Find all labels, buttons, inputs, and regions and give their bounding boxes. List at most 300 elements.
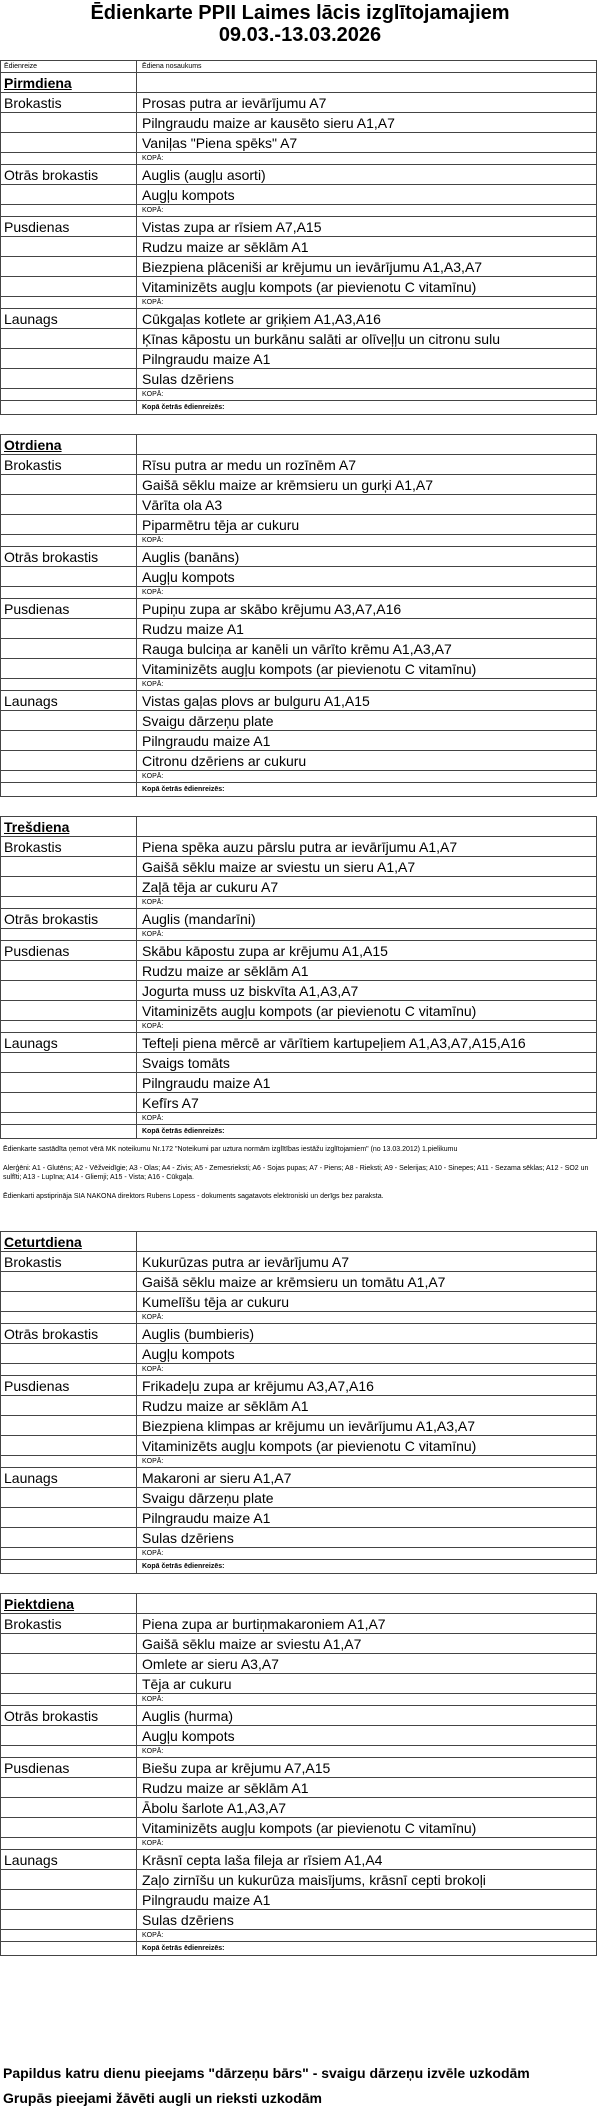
- dish-name: Piparmētru tēja ar cukuru: [137, 515, 597, 535]
- day-name: Ceturtdiena: [1, 1232, 137, 1252]
- dish-row: [1, 1890, 597, 1910]
- dish-row: [1, 1778, 597, 1798]
- kopa-row: [1, 1364, 597, 1376]
- dish-name: Biezpiena klimpas ar krējumu un ievārījumu A1,A3,A7: [137, 1416, 597, 1436]
- dish-row: [1, 1910, 597, 1930]
- dish-row: [1, 639, 597, 659]
- title-line-1: Ēdienkarte PPII Laimes lācis izglītojamajiem: [90, 2, 510, 24]
- meal-name: Launags: [1, 691, 137, 711]
- meal-spacer: [1, 1053, 137, 1073]
- dish-name: Augļu kompots: [137, 1344, 597, 1364]
- meal-spacer: [1, 1870, 137, 1890]
- dish-name: Gaišā sēklu maize ar krēmsieru un tomātu A1,A7: [137, 1272, 597, 1292]
- dish-row: [1, 1252, 597, 1272]
- kopa-spacer: [1, 1694, 137, 1706]
- dish-name: Makaroni ar sieru A1,A7: [137, 1468, 597, 1488]
- total-spacer: [1, 1942, 137, 1956]
- dish-row: [1, 133, 597, 153]
- dish-row: [1, 547, 597, 567]
- meal-spacer: [1, 495, 137, 515]
- meal-spacer: [1, 731, 137, 751]
- dish-row: [1, 691, 597, 711]
- meal-spacer: [1, 1272, 137, 1292]
- meal-name: Launags: [1, 309, 137, 329]
- meal-spacer: [1, 257, 137, 277]
- dish-name: Ķīnas kāpostu un burkānu salāti ar olīveļļu un citronu sulu: [137, 329, 597, 349]
- kopa-label: KOPĀ:: [137, 389, 597, 401]
- meal-spacer: [1, 1654, 137, 1674]
- dish-row: [1, 1376, 597, 1396]
- day-name: Otrdiena: [1, 435, 137, 455]
- dish-row: [1, 711, 597, 731]
- meal-name: Launags: [1, 1468, 137, 1488]
- dish-row: [1, 1870, 597, 1890]
- kopa-label: KOPĀ:: [137, 1113, 597, 1125]
- total-row: [1, 1942, 597, 1956]
- total-row: [1, 401, 597, 415]
- kopa-label: KOPĀ:: [137, 587, 597, 599]
- dish-name: Krāsnī cepta laša fileja ar rīsiem A1,A4: [137, 1850, 597, 1870]
- meal-spacer: [1, 1818, 137, 1838]
- dish-row: [1, 1674, 597, 1694]
- separator-cell: [1, 415, 137, 435]
- meal-name: Otrās brokastis: [1, 1324, 137, 1344]
- dish-name: Auglis (banāns): [137, 547, 597, 567]
- meal-spacer: [1, 639, 137, 659]
- menu-notes: [3, 1145, 600, 1201]
- dish-row: [1, 941, 597, 961]
- notes-regulation: Ēdienkarte sastādīta ņemot vērā MK noteikumu Nr.172 "Noteikumi par uztura normām izglītības iestāžu izglītojamiem" (no 13.03.2012) 1.pielikumu: [3, 1146, 458, 1153]
- dish-row: [1, 1073, 597, 1093]
- dish-row: [1, 1093, 597, 1113]
- dish-name: Rudzu maize ar sēklām A1: [137, 961, 597, 981]
- kopa-row: [1, 1113, 597, 1125]
- kopa-row: [1, 1694, 597, 1706]
- day-separator: [1, 415, 597, 435]
- dish-row: [1, 1436, 597, 1456]
- dish-row: [1, 751, 597, 771]
- total-label: Kopā četrās ēdienreizēs:: [137, 1942, 597, 1956]
- day-name: Trešdiena: [1, 817, 137, 837]
- dish-name: Vistas zupa ar rīsiem A7,A15: [137, 217, 597, 237]
- dish-name: Rudzu maize ar sēklām A1: [137, 1396, 597, 1416]
- meal-spacer: [1, 1890, 137, 1910]
- kopa-spacer: [1, 1312, 137, 1324]
- kopa-spacer: [1, 1113, 137, 1125]
- dish-row: [1, 567, 597, 587]
- dish-name: Frikadeļu zupa ar krējumu A3,A7,A16: [137, 1376, 597, 1396]
- kopa-label: KOPĀ:: [137, 297, 597, 309]
- dish-name: Vitaminizēts augļu kompots (ar pievienotu C vitamīnu): [137, 1436, 597, 1456]
- dish-name: Pilngraudu maize ar kausēto sieru A1,A7: [137, 113, 597, 133]
- kopa-label: KOPĀ:: [137, 897, 597, 909]
- dish-row: [1, 237, 597, 257]
- dish-name: Vitaminizēts augļu kompots (ar pievienotu C vitamīnu): [137, 277, 597, 297]
- meal-spacer: [1, 1073, 137, 1093]
- meal-name: Pusdienas: [1, 1376, 137, 1396]
- meal-spacer: [1, 877, 137, 897]
- dish-row: [1, 113, 597, 133]
- dish-row: [1, 309, 597, 329]
- kopa-label: KOPĀ:: [137, 1548, 597, 1560]
- meal-spacer: [1, 659, 137, 679]
- kopa-row: [1, 1456, 597, 1468]
- total-row: [1, 1560, 597, 1574]
- meal-spacer: [1, 277, 137, 297]
- dish-row: [1, 1272, 597, 1292]
- dish-row: [1, 1634, 597, 1654]
- day-spacer: [137, 73, 597, 93]
- dish-name: Pilngraudu maize A1: [137, 1508, 597, 1528]
- total-spacer: [1, 401, 137, 415]
- separator-cell: [1, 797, 137, 817]
- meal-name: Brokastis: [1, 1614, 137, 1634]
- separator-cell: [1, 1574, 137, 1594]
- dish-name: Rudzu maize ar sēklām A1: [137, 237, 597, 257]
- dish-row: [1, 1508, 597, 1528]
- dish-name: Kumelīšu tēja ar cukuru: [137, 1292, 597, 1312]
- dish-row: [1, 349, 597, 369]
- kopa-spacer: [1, 929, 137, 941]
- dish-row: [1, 369, 597, 389]
- meal-name: Pusdienas: [1, 217, 137, 237]
- day-separator: [1, 797, 597, 817]
- dish-row: [1, 1798, 597, 1818]
- total-spacer: [1, 1125, 137, 1139]
- dish-row: [1, 1488, 597, 1508]
- meal-spacer: [1, 329, 137, 349]
- dish-name: Auglis (mandarīni): [137, 909, 597, 929]
- dish-row: [1, 1396, 597, 1416]
- meal-spacer: [1, 369, 137, 389]
- dish-name: Prosas putra ar ievārījumu A7: [137, 93, 597, 113]
- meal-name: Pusdienas: [1, 941, 137, 961]
- footer-note-2: Grupās pieejami žāvēti augli un rieksti uzkodām: [3, 2090, 322, 2106]
- kopa-spacer: [1, 1930, 137, 1942]
- dish-row: [1, 1706, 597, 1726]
- dish-row: [1, 515, 597, 535]
- dish-row: [1, 857, 597, 877]
- meal-spacer: [1, 1436, 137, 1456]
- day-row: [1, 73, 597, 93]
- footer-note-1: Papildus katru dienu pieejams "dārzeņu bārs" - svaigu dārzeņu izvēle uzkodām: [3, 2065, 530, 2081]
- meal-spacer: [1, 1488, 137, 1508]
- kopa-spacer: [1, 679, 137, 691]
- menu-table-1: [0, 60, 597, 1139]
- meal-name: Brokastis: [1, 1252, 137, 1272]
- dish-row: [1, 495, 597, 515]
- meal-spacer: [1, 619, 137, 639]
- dish-row: [1, 659, 597, 679]
- kopa-spacer: [1, 897, 137, 909]
- dish-row: [1, 961, 597, 981]
- kopa-row: [1, 153, 597, 165]
- dish-row: [1, 1053, 597, 1073]
- meal-spacer: [1, 961, 137, 981]
- kopa-label: KOPĀ:: [137, 153, 597, 165]
- dish-name: Pilngraudu maize A1: [137, 1073, 597, 1093]
- dish-name: Auglis (hurma): [137, 1706, 597, 1726]
- total-spacer: [1, 1560, 137, 1574]
- day-name: Piektdiena: [1, 1594, 137, 1614]
- meal-spacer: [1, 133, 137, 153]
- meal-spacer: [1, 515, 137, 535]
- notes-approval: Ēdienkarti apstiprināja SIA NAKONA direktors Rubens Lopess - dokuments sagatavots elektroniski un derīgs bez paraksta.: [3, 1193, 384, 1200]
- dish-name: Auglis (bumbieris): [137, 1324, 597, 1344]
- dish-name: Citronu dzēriens ar cukuru: [137, 751, 597, 771]
- dish-row: [1, 837, 597, 857]
- meal-spacer: [1, 475, 137, 495]
- dish-name: Vaniļas "Piena spēks" A7: [137, 133, 597, 153]
- day-separator: [1, 1574, 597, 1594]
- meal-spacer: [1, 567, 137, 587]
- kopa-row: [1, 1548, 597, 1560]
- kopa-label: KOPĀ:: [137, 1364, 597, 1376]
- dish-name: Sulas dzēriens: [137, 1528, 597, 1548]
- dish-row: [1, 981, 597, 1001]
- dish-row: [1, 277, 597, 297]
- meal-spacer: [1, 1634, 137, 1654]
- dish-name: Augļu kompots: [137, 567, 597, 587]
- kopa-row: [1, 929, 597, 941]
- kopa-row: [1, 1021, 597, 1033]
- dish-row: [1, 185, 597, 205]
- dish-name: Biezpiena plāceniši ar krējumu un ievārījumu A1,A3,A7: [137, 257, 597, 277]
- total-label: Kopā četrās ēdienreizēs:: [137, 401, 597, 415]
- dish-name: Piena spēka auzu pārslu putra ar ievārījumu A1,A7: [137, 837, 597, 857]
- total-label: Kopā četrās ēdienreizēs:: [137, 1560, 597, 1574]
- separator-cell: [137, 797, 597, 817]
- dish-name: Rīsu putra ar medu un rozīnēm A7: [137, 455, 597, 475]
- meal-name: Otrās brokastis: [1, 1706, 137, 1726]
- meal-spacer: [1, 1001, 137, 1021]
- dish-name: Piena zupa ar burtiņmakaroniem A1,A7: [137, 1614, 597, 1634]
- dish-row: [1, 1324, 597, 1344]
- day-row: [1, 1232, 597, 1252]
- dish-name: Gaišā sēklu maize ar sviestu A1,A7: [137, 1634, 597, 1654]
- kopa-label: KOPĀ:: [137, 929, 597, 941]
- dish-row: [1, 1818, 597, 1838]
- day-row: [1, 817, 597, 837]
- kopa-spacer: [1, 1456, 137, 1468]
- dish-name: Svaigs tomāts: [137, 1053, 597, 1073]
- dish-name: Tēja ar cukuru: [137, 1674, 597, 1694]
- kopa-label: KOPĀ:: [137, 205, 597, 217]
- meal-spacer: [1, 1344, 137, 1364]
- dish-row: [1, 1758, 597, 1778]
- kopa-row: [1, 1930, 597, 1942]
- kopa-spacer: [1, 1364, 137, 1376]
- meal-name: Brokastis: [1, 93, 137, 113]
- dish-name: Gaišā sēklu maize ar krēmsieru un gurķi A1,A7: [137, 475, 597, 495]
- dish-row: [1, 1850, 597, 1870]
- dish-row: [1, 877, 597, 897]
- dish-row: [1, 1528, 597, 1548]
- meal-name: Otrās brokastis: [1, 547, 137, 567]
- dish-row: [1, 93, 597, 113]
- dish-name: Augļu kompots: [137, 185, 597, 205]
- dish-name: Augļu kompots: [137, 1726, 597, 1746]
- header-dish-column: Ēdiena nosaukums: [137, 61, 597, 73]
- day-spacer: [137, 435, 597, 455]
- menu-table-2: [0, 1231, 597, 1956]
- dish-row: [1, 1468, 597, 1488]
- menu-title: [0, 2, 600, 46]
- kopa-spacer: [1, 297, 137, 309]
- meal-spacer: [1, 711, 137, 731]
- kopa-label: KOPĀ:: [137, 1838, 597, 1850]
- dish-row: [1, 1654, 597, 1674]
- dish-name: Auglis (augļu asorti): [137, 165, 597, 185]
- total-row: [1, 783, 597, 797]
- dish-name: Skābu kāpostu zupa ar krējumu A1,A15: [137, 941, 597, 961]
- dish-name: Gaišā sēklu maize ar sviestu un sieru A1,A7: [137, 857, 597, 877]
- meal-spacer: [1, 1508, 137, 1528]
- kopa-spacer: [1, 587, 137, 599]
- dish-name: Pilngraudu maize A1: [137, 1890, 597, 1910]
- kopa-row: [1, 1838, 597, 1850]
- dish-name: Ābolu šarlote A1,A3,A7: [137, 1798, 597, 1818]
- dish-name: Vārīta ola A3: [137, 495, 597, 515]
- kopa-row: [1, 297, 597, 309]
- dish-name: Zaļo zirnīšu un kukurūza maisījums, krāsnī cepti brokoļi: [137, 1870, 597, 1890]
- dish-name: Pilngraudu maize A1: [137, 349, 597, 369]
- dish-name: Svaigu dārzeņu plate: [137, 1488, 597, 1508]
- separator-cell: [137, 1574, 597, 1594]
- meal-spacer: [1, 237, 137, 257]
- day-row: [1, 1594, 597, 1614]
- kopa-row: [1, 1746, 597, 1758]
- meal-spacer: [1, 751, 137, 771]
- dish-name: Pupiņu zupa ar skābo krējumu A3,A7,A16: [137, 599, 597, 619]
- meal-spacer: [1, 1396, 137, 1416]
- dish-name: Vitaminizēts augļu kompots (ar pievienotu C vitamīnu): [137, 659, 597, 679]
- kopa-label: KOPĀ:: [137, 771, 597, 783]
- dish-name: Tefteļi piena mērcē ar vārītiem kartupeļiem A1,A3,A7,A15,A16: [137, 1033, 597, 1053]
- dish-row: [1, 599, 597, 619]
- meal-name: Pusdienas: [1, 1758, 137, 1778]
- total-label: Kopā četrās ēdienreizēs:: [137, 783, 597, 797]
- kopa-label: KOPĀ:: [137, 1694, 597, 1706]
- kopa-row: [1, 389, 597, 401]
- table-header: [1, 61, 597, 73]
- kopa-row: [1, 205, 597, 217]
- dish-name: Rudzu maize A1: [137, 619, 597, 639]
- meal-name: Otrās brokastis: [1, 909, 137, 929]
- dish-name: Vistas gaļas plovs ar bulguru A1,A15: [137, 691, 597, 711]
- dish-row: [1, 1614, 597, 1634]
- dish-name: Zaļā tēja ar cukuru A7: [137, 877, 597, 897]
- dish-name: Jogurta muss uz biskvīta A1,A3,A7: [137, 981, 597, 1001]
- day-row: [1, 435, 597, 455]
- total-spacer: [1, 783, 137, 797]
- menu-sheet: [0, 2, 600, 2106]
- kopa-spacer: [1, 1746, 137, 1758]
- kopa-spacer: [1, 389, 137, 401]
- day-spacer: [137, 817, 597, 837]
- kopa-label: KOPĀ:: [137, 1456, 597, 1468]
- header-meal-column: Ēdienreize: [1, 61, 137, 73]
- meal-spacer: [1, 113, 137, 133]
- day-spacer: [137, 1594, 597, 1614]
- meal-spacer: [1, 185, 137, 205]
- kopa-spacer: [1, 535, 137, 547]
- meal-spacer: [1, 1726, 137, 1746]
- dish-row: [1, 1292, 597, 1312]
- kopa-row: [1, 535, 597, 547]
- kopa-spacer: [1, 771, 137, 783]
- dish-name: Cūkgaļas kotlete ar griķiem A1,A3,A16: [137, 309, 597, 329]
- kopa-spacer: [1, 1838, 137, 1850]
- kopa-row: [1, 771, 597, 783]
- kopa-label: KOPĀ:: [137, 1312, 597, 1324]
- meal-spacer: [1, 1528, 137, 1548]
- meal-spacer: [1, 1674, 137, 1694]
- dish-row: [1, 455, 597, 475]
- meal-spacer: [1, 1910, 137, 1930]
- meal-name: Otrās brokastis: [1, 165, 137, 185]
- dish-row: [1, 257, 597, 277]
- title-line-2: 09.03.-13.03.2026: [218, 24, 382, 46]
- kopa-label: KOPĀ:: [137, 1021, 597, 1033]
- kopa-label: KOPĀ:: [137, 1930, 597, 1942]
- dish-name: Pilngraudu maize A1: [137, 731, 597, 751]
- meal-spacer: [1, 857, 137, 877]
- meal-name: Brokastis: [1, 837, 137, 857]
- meal-spacer: [1, 981, 137, 1001]
- kopa-spacer: [1, 153, 137, 165]
- meal-spacer: [1, 1093, 137, 1113]
- dish-row: [1, 1344, 597, 1364]
- kopa-row: [1, 897, 597, 909]
- total-label: Kopā četrās ēdienreizēs:: [137, 1125, 597, 1139]
- kopa-spacer: [1, 1548, 137, 1560]
- kopa-row: [1, 679, 597, 691]
- dish-name: Vitaminizēts augļu kompots (ar pievienotu C vitamīnu): [137, 1818, 597, 1838]
- meal-spacer: [1, 1416, 137, 1436]
- dish-row: [1, 1033, 597, 1053]
- meal-spacer: [1, 1798, 137, 1818]
- notes-allergens: Alerģēni: A1 - Glutēns; A2 - Vēžveidīgie; A3 - Olas; A4 - Zivis; A5 - Zemesrieksti; A6 - Sojas pupas; A7 - Piens; A8 - Rieksti; A9 - Selerijas; A10 - Sinepes; A11 - Sezama sēklas; A12 - SO2 un sulfīti; A13 - Lupīna; A14 - Gliemji; A15 - Vista; A16 - Cūkgaļa.: [3, 1165, 589, 1181]
- meal-name: Launags: [1, 1033, 137, 1053]
- dish-name: Kukurūzas putra ar ievārījumu A7: [137, 1252, 597, 1272]
- dish-name: Vitaminizēts augļu kompots (ar pievienotu C vitamīnu): [137, 1001, 597, 1021]
- dish-name: Svaigu dārzeņu plate: [137, 711, 597, 731]
- kopa-label: KOPĀ:: [137, 1746, 597, 1758]
- meal-spacer: [1, 1778, 137, 1798]
- dish-name: Sulas dzēriens: [137, 369, 597, 389]
- dish-row: [1, 1726, 597, 1746]
- meal-spacer: [1, 349, 137, 369]
- dish-row: [1, 731, 597, 751]
- dish-name: Sulas dzēriens: [137, 1910, 597, 1930]
- meal-name: Brokastis: [1, 455, 137, 475]
- dish-name: Kefīrs A7: [137, 1093, 597, 1113]
- kopa-spacer: [1, 1021, 137, 1033]
- dish-row: [1, 1416, 597, 1436]
- dish-row: [1, 475, 597, 495]
- dish-row: [1, 329, 597, 349]
- kopa-label: KOPĀ:: [137, 535, 597, 547]
- dish-name: Omlete ar sieru A3,A7: [137, 1654, 597, 1674]
- dish-row: [1, 165, 597, 185]
- meal-name: Pusdienas: [1, 599, 137, 619]
- separator-cell: [137, 415, 597, 435]
- dish-row: [1, 619, 597, 639]
- kopa-row: [1, 1312, 597, 1324]
- day-name: Pirmdiena: [1, 73, 137, 93]
- day-spacer: [137, 1232, 597, 1252]
